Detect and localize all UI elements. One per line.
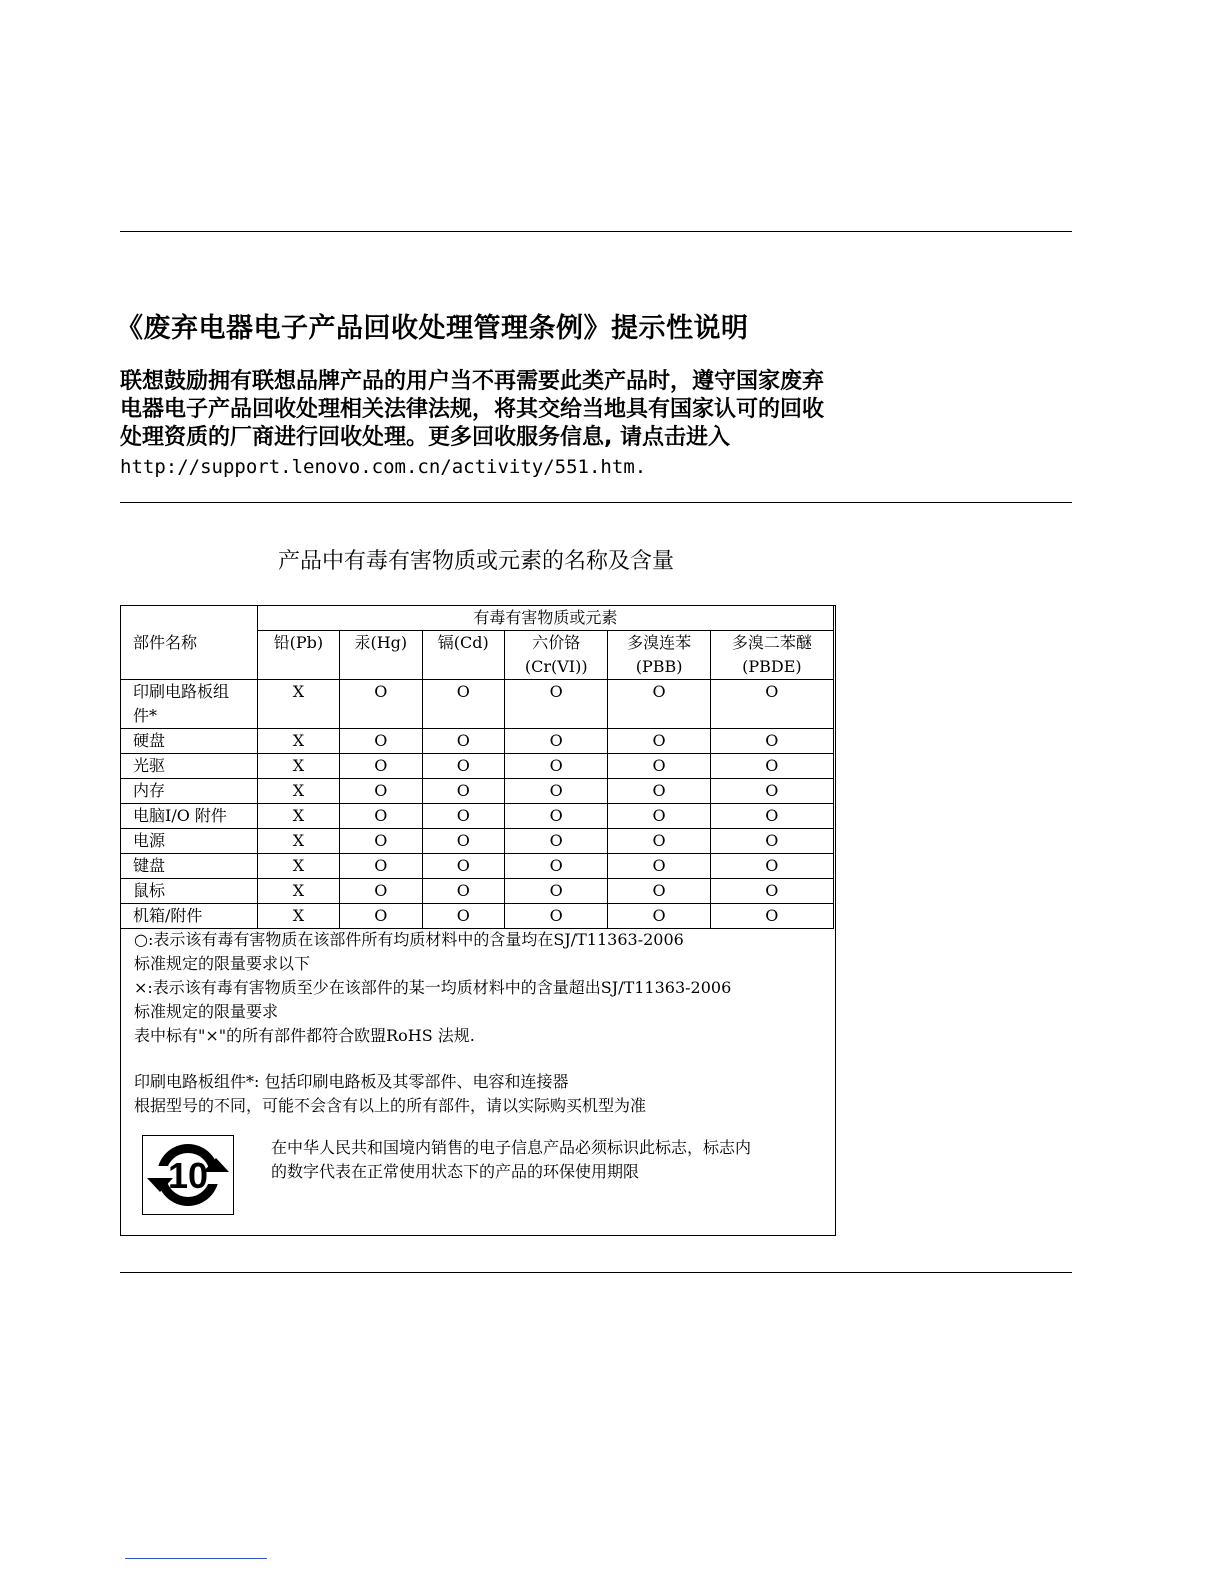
part-name-header: 部件名称 xyxy=(121,606,258,680)
part-name-cell: 机箱/附件 xyxy=(121,904,258,929)
note-x-line: 标准规定的限量要求 xyxy=(134,1002,279,1021)
table-row xyxy=(121,829,834,854)
substance-value: O xyxy=(504,729,607,754)
intro-line: 处理资质的厂商进行回收处理。更多回收服务信息, 请点击进入 xyxy=(120,425,731,450)
part-name-cell: 键盘 xyxy=(121,854,258,879)
note-x-line: ×:表示该有毒有害物质至少在该部件的某一均质材料中的含量超出SJ/T11363-2006 xyxy=(134,978,732,997)
substance-value: O xyxy=(340,904,422,929)
substance-value: O xyxy=(504,754,607,779)
substance-value: O xyxy=(422,754,504,779)
substance-value: O xyxy=(504,680,607,729)
table-header-row xyxy=(121,606,834,631)
substance-value: O xyxy=(710,854,833,879)
substance-value: O xyxy=(710,829,833,854)
substance-value: O xyxy=(608,804,710,829)
substance-value: O xyxy=(710,879,833,904)
substance-value: O xyxy=(608,779,710,804)
substance-value: O xyxy=(422,680,504,729)
substance-header: 铅(Pb) xyxy=(257,631,339,680)
substance-header: 多溴连苯 (PBB) xyxy=(608,631,710,680)
table-row xyxy=(121,854,834,879)
substance-value: O xyxy=(504,804,607,829)
note-o-line: ○:表示该有毒有害物质在该部件所有均质材料中的含量均在SJ/T11363-2006 xyxy=(134,930,684,949)
table-row xyxy=(121,779,834,804)
substance-value: O xyxy=(504,779,607,804)
hazardous-substance-table xyxy=(120,605,834,929)
substance-header: 镉(Cd) xyxy=(422,631,504,680)
substance-value: O xyxy=(504,879,607,904)
substance-value: O xyxy=(422,804,504,829)
substance-value: O xyxy=(422,779,504,804)
part-name-cell: 印刷电路板组 件* xyxy=(121,680,258,729)
substance-value: O xyxy=(340,754,422,779)
legend-notes xyxy=(134,928,731,1118)
intro-paragraph xyxy=(120,368,920,480)
substance-value: O xyxy=(710,804,833,829)
table-row xyxy=(121,804,834,829)
hazardous-substance-box xyxy=(120,605,836,1236)
substance-value: O xyxy=(340,829,422,854)
substance-value: O xyxy=(422,829,504,854)
substance-value: O xyxy=(340,680,422,729)
note-rohs: 表中标有"×"的所有部件都符合欧盟RoHS 法规. xyxy=(134,1026,475,1045)
footnote-rule xyxy=(125,1558,267,1559)
substance-value: O xyxy=(710,904,833,929)
substance-value: O xyxy=(608,729,710,754)
epup-10-logo xyxy=(142,1135,234,1215)
substance-value: O xyxy=(710,754,833,779)
substance-value: O xyxy=(504,829,607,854)
substance-value: O xyxy=(422,729,504,754)
substance-value: O xyxy=(422,854,504,879)
bottom-divider xyxy=(120,1272,1072,1273)
intro-line: 电器电子产品回收处理相关法律法规，将其交给当地具有国家认可的回收 xyxy=(120,397,825,422)
epup-line: 的数字代表在正常使用状态下的产品的环保使用期限 xyxy=(271,1162,640,1181)
substance-value: O xyxy=(608,829,710,854)
substance-value: X xyxy=(257,879,339,904)
top-divider xyxy=(120,231,1072,232)
substance-value: X xyxy=(257,680,339,729)
part-name-cell: 内存 xyxy=(121,779,258,804)
part-name-cell: 硬盘 xyxy=(121,729,258,754)
intro-line: 联想鼓励拥有联想品牌产品的用户当不再需要此类产品时，遵守国家废弃 xyxy=(120,369,825,394)
substance-value: O xyxy=(340,729,422,754)
substance-header: 六价铬 (Cr(VI)) xyxy=(504,631,607,680)
table-row xyxy=(121,680,834,729)
note-o-line: 标准规定的限量要求以下 xyxy=(134,954,311,973)
substance-header: 汞(Hg) xyxy=(340,631,422,680)
table-row xyxy=(121,904,834,929)
substance-value: X xyxy=(257,729,339,754)
note-model: 根据型号的不同，可能不会含有以上的所有部件，请以实际购买机型为准 xyxy=(134,1096,647,1115)
epup-line: 在中华人民共和国境内销售的电子信息产品必须标识此标志，标志内 xyxy=(271,1138,752,1157)
substance-value: O xyxy=(608,904,710,929)
epup-number: 10 xyxy=(167,1155,209,1196)
substance-value: X xyxy=(257,804,339,829)
substance-value: X xyxy=(257,854,339,879)
substance-value: O xyxy=(608,854,710,879)
substance-value: O xyxy=(340,779,422,804)
epup-description xyxy=(271,1136,751,1184)
substance-value: O xyxy=(504,904,607,929)
substance-value: O xyxy=(422,879,504,904)
substance-value: O xyxy=(710,680,833,729)
part-name-cell: 鼠标 xyxy=(121,879,258,904)
substance-value: O xyxy=(422,904,504,929)
note-pcb: 印刷电路板组件*: 包括印刷电路板及其零部件、电容和连接器 xyxy=(134,1072,569,1091)
recycle-arrows-icon xyxy=(143,1136,233,1214)
substance-value: O xyxy=(504,854,607,879)
substance-value: X xyxy=(257,904,339,929)
table-row xyxy=(121,754,834,779)
substance-value: X xyxy=(257,829,339,854)
substance-value: O xyxy=(608,754,710,779)
page-title: 《废弃电器电子产品回收处理管理条例》提示性说明 xyxy=(116,313,749,344)
substance-value: O xyxy=(340,854,422,879)
part-name-cell: 光驱 xyxy=(121,754,258,779)
substance-value: X xyxy=(257,754,339,779)
substance-value: O xyxy=(340,804,422,829)
substance-value: O xyxy=(608,879,710,904)
substance-value: O xyxy=(340,879,422,904)
part-name-cell: 电源 xyxy=(121,829,258,854)
part-name-cell: 电脑I/O 附件 xyxy=(121,804,258,829)
substance-group-header: 有毒有害物质或元素 xyxy=(257,606,833,631)
middle-divider xyxy=(120,502,1072,503)
substance-header: 多溴二苯醚 (PBDE) xyxy=(710,631,833,680)
substance-value: X xyxy=(257,779,339,804)
recycling-url-link[interactable]: http://support.lenovo.com.cn/activity/551.htm. xyxy=(120,456,647,478)
table-title: 产品中有毒有害物质或元素的名称及含量 xyxy=(278,549,675,574)
table-row xyxy=(121,729,834,754)
substance-value: O xyxy=(608,680,710,729)
substance-value: O xyxy=(710,779,833,804)
table-row xyxy=(121,879,834,904)
substance-value: O xyxy=(710,729,833,754)
